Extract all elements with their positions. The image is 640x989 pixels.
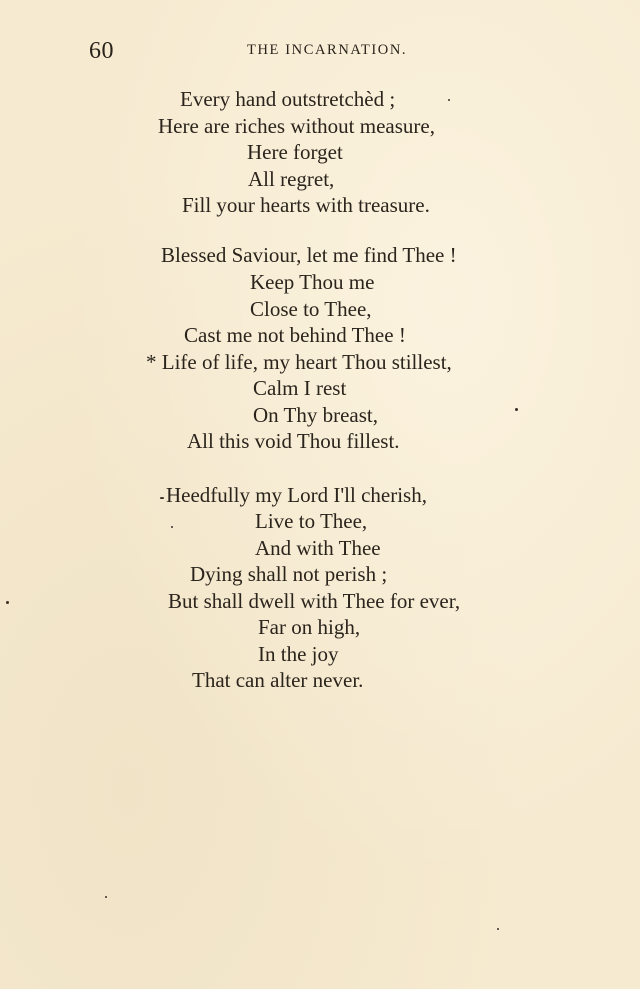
- poem-line: That can alter never.: [192, 668, 364, 692]
- poem-line: And with Thee: [255, 536, 381, 560]
- running-head: THE INCARNATION.: [247, 42, 408, 58]
- poem-line: Keep Thou me: [250, 270, 375, 294]
- poem-line: Calm I rest: [253, 376, 347, 400]
- poem-line: * Life of life, my heart Thou stillest,: [146, 350, 452, 374]
- poem-line: But shall dwell with Thee for ever,: [168, 589, 461, 613]
- ink-speck: [497, 928, 499, 930]
- ink-speck: [6, 601, 9, 604]
- poem-line: Here are riches without measure,: [158, 114, 435, 138]
- poem-line: All regret,: [248, 167, 335, 191]
- poem-line: In the joy: [258, 642, 339, 666]
- poem-line: Close to Thee,: [250, 297, 372, 321]
- ink-speck: [160, 497, 164, 499]
- poem-line: Cast me not behind Thee !: [184, 323, 406, 347]
- ink-speck: [515, 408, 518, 411]
- poem-line: Blessed Saviour, let me find Thee !: [161, 243, 457, 267]
- page-number: 60: [89, 38, 114, 64]
- poem-line: All this void Thou fillest.: [187, 429, 400, 453]
- poem-line: Every hand outstretchèd ;: [180, 87, 396, 111]
- poem-line: Heedfully my Lord I'll cherish,: [166, 483, 427, 507]
- poem-line: Here forget: [247, 140, 343, 164]
- ink-speck: [448, 99, 450, 101]
- poem-line: Live to Thee,: [255, 509, 368, 533]
- ink-speck: [171, 526, 173, 528]
- poem-line: On Thy breast,: [253, 403, 379, 427]
- ink-speck: [105, 896, 107, 898]
- poem-line: Fill your hearts with treasure.: [182, 193, 430, 217]
- poem-line: Dying shall not perish ;: [190, 562, 388, 586]
- poem-line: Far on high,: [258, 615, 361, 639]
